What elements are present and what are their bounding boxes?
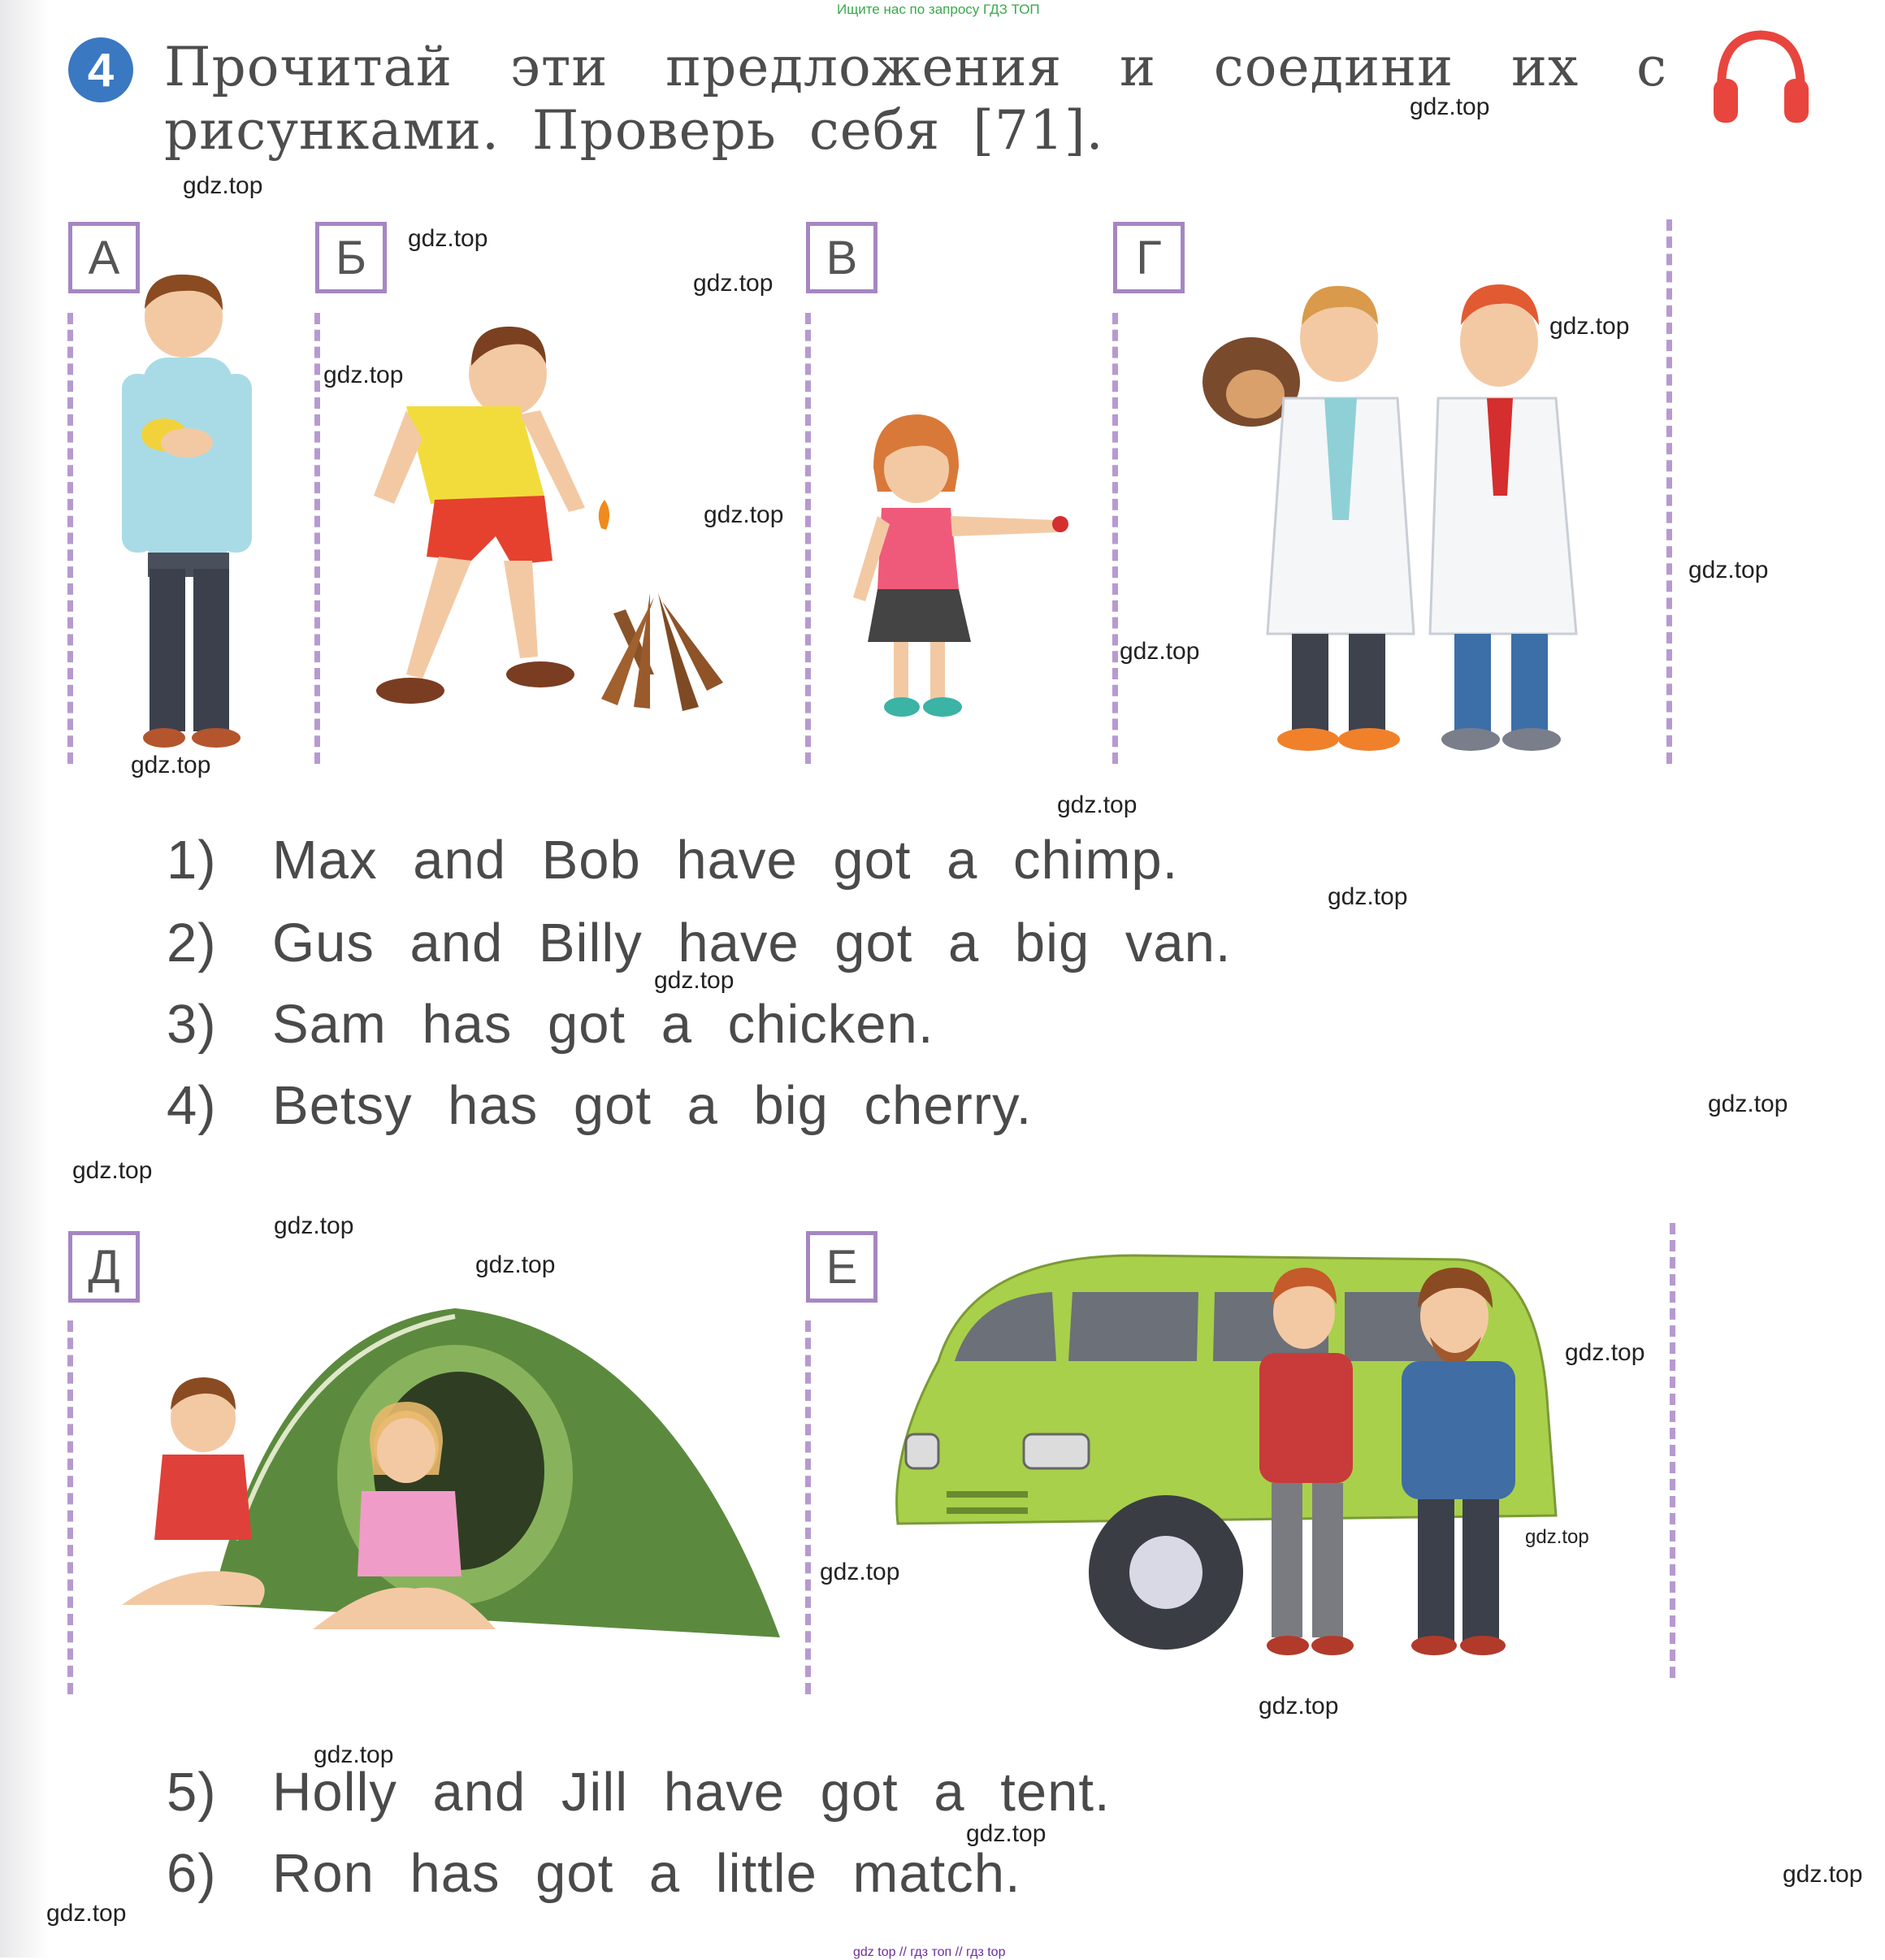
sentence-number: 4)	[167, 1075, 217, 1136]
watermark: gdz.top	[314, 1741, 394, 1768]
watermark: gdz.top	[1259, 1693, 1339, 1719]
men-with-chimp-illustration	[1194, 276, 1584, 756]
watermark: gdz.top	[72, 1157, 153, 1184]
panel-divider	[1670, 1223, 1675, 1678]
panel-label-a: А	[68, 222, 140, 293]
girls-with-tent-illustration	[114, 1296, 788, 1662]
watermark: gdz.top	[1410, 93, 1490, 120]
sentence-text: Gus and Billy have got a big van.	[272, 913, 1232, 973]
sentence-text: Sam has got a chicken.	[272, 994, 934, 1055]
men-with-van-illustration	[890, 1247, 1564, 1670]
panel-label-g: Г	[1113, 222, 1185, 293]
panel-label-e: Е	[806, 1231, 878, 1303]
watermark: gdz.top	[654, 967, 734, 994]
watermark: gdz.top	[704, 501, 784, 528]
watermark: gdz.top	[1565, 1339, 1645, 1366]
sentence-number: 2)	[167, 913, 217, 973]
sentence-text: Holly and Jill have got a tent.	[272, 1762, 1111, 1823]
panel-divider	[1112, 313, 1118, 764]
watermark: gdz.top	[1549, 313, 1630, 340]
panel-divider	[1666, 219, 1672, 764]
watermark: gdz.top	[1120, 638, 1200, 665]
sentence-number: 1)	[167, 830, 217, 891]
sentence-text: Ron has got a little match.	[272, 1843, 1021, 1904]
watermark: gdz.top	[693, 270, 774, 297]
watermark: gdz.top	[1783, 1861, 1863, 1888]
watermark: gdz.top	[1688, 557, 1769, 583]
boy-with-match-illustration	[358, 317, 748, 756]
watermark: gdz.top	[323, 362, 404, 388]
instruction-line-2: рисунками. Проверь себя [71].	[164, 99, 1104, 162]
watermark: gdz.top	[1328, 883, 1408, 910]
sentence-number: 5)	[167, 1762, 217, 1823]
watermark: gdz.top	[475, 1251, 556, 1278]
sentence-1	[167, 829, 1178, 891]
sentence-number: 6)	[167, 1843, 217, 1904]
panel-divider	[314, 313, 320, 764]
watermark: gdz.top	[966, 1820, 1046, 1847]
watermark: gdz.top	[820, 1559, 900, 1585]
sentence-5	[167, 1761, 1111, 1823]
watermark: gdz.top	[131, 752, 211, 778]
sentence-6	[167, 1842, 1021, 1905]
panel-divider	[805, 1320, 811, 1694]
sentence-number: 3)	[167, 994, 217, 1055]
panel-divider	[67, 1320, 73, 1694]
exercise-number-badge: 4	[68, 37, 133, 102]
watermark: gdz.top	[1708, 1091, 1788, 1117]
watermark: gdz.top	[1057, 791, 1138, 818]
watermark: gdz.top	[1525, 1526, 1589, 1548]
watermark: gdz.top	[46, 1900, 127, 1927]
top-note: Ищите нас по запросу ГДЗ ТОП	[837, 2, 1040, 17]
sentence-4	[167, 1074, 1032, 1137]
page-edge-shade	[0, 0, 49, 1958]
sentence-3	[167, 993, 934, 1056]
panel-label-v: В	[806, 222, 878, 293]
sentence-2	[167, 912, 1232, 974]
sentence-text: Max and Bob have got a chimp.	[272, 830, 1179, 891]
watermark: gdz.top	[408, 225, 488, 252]
sentence-text: Betsy has got a big cherry.	[272, 1075, 1033, 1136]
panel-label-d: Д	[68, 1231, 140, 1303]
instruction-line-1: Прочитай эти предложения и соедини их с	[164, 36, 1667, 98]
headphones-icon[interactable]	[1710, 28, 1812, 126]
panel-label-b: Б	[315, 222, 387, 293]
watermark: gdz.top	[183, 172, 263, 199]
boy-with-chicken-illustration	[114, 268, 276, 756]
girl-with-cherry-illustration	[845, 410, 1089, 735]
panel-divider	[67, 313, 73, 764]
watermark: gdz.top	[274, 1212, 354, 1239]
panel-divider	[805, 313, 811, 764]
footer-note: gdz top // гдз топ // гдз top	[853, 1945, 1006, 1959]
